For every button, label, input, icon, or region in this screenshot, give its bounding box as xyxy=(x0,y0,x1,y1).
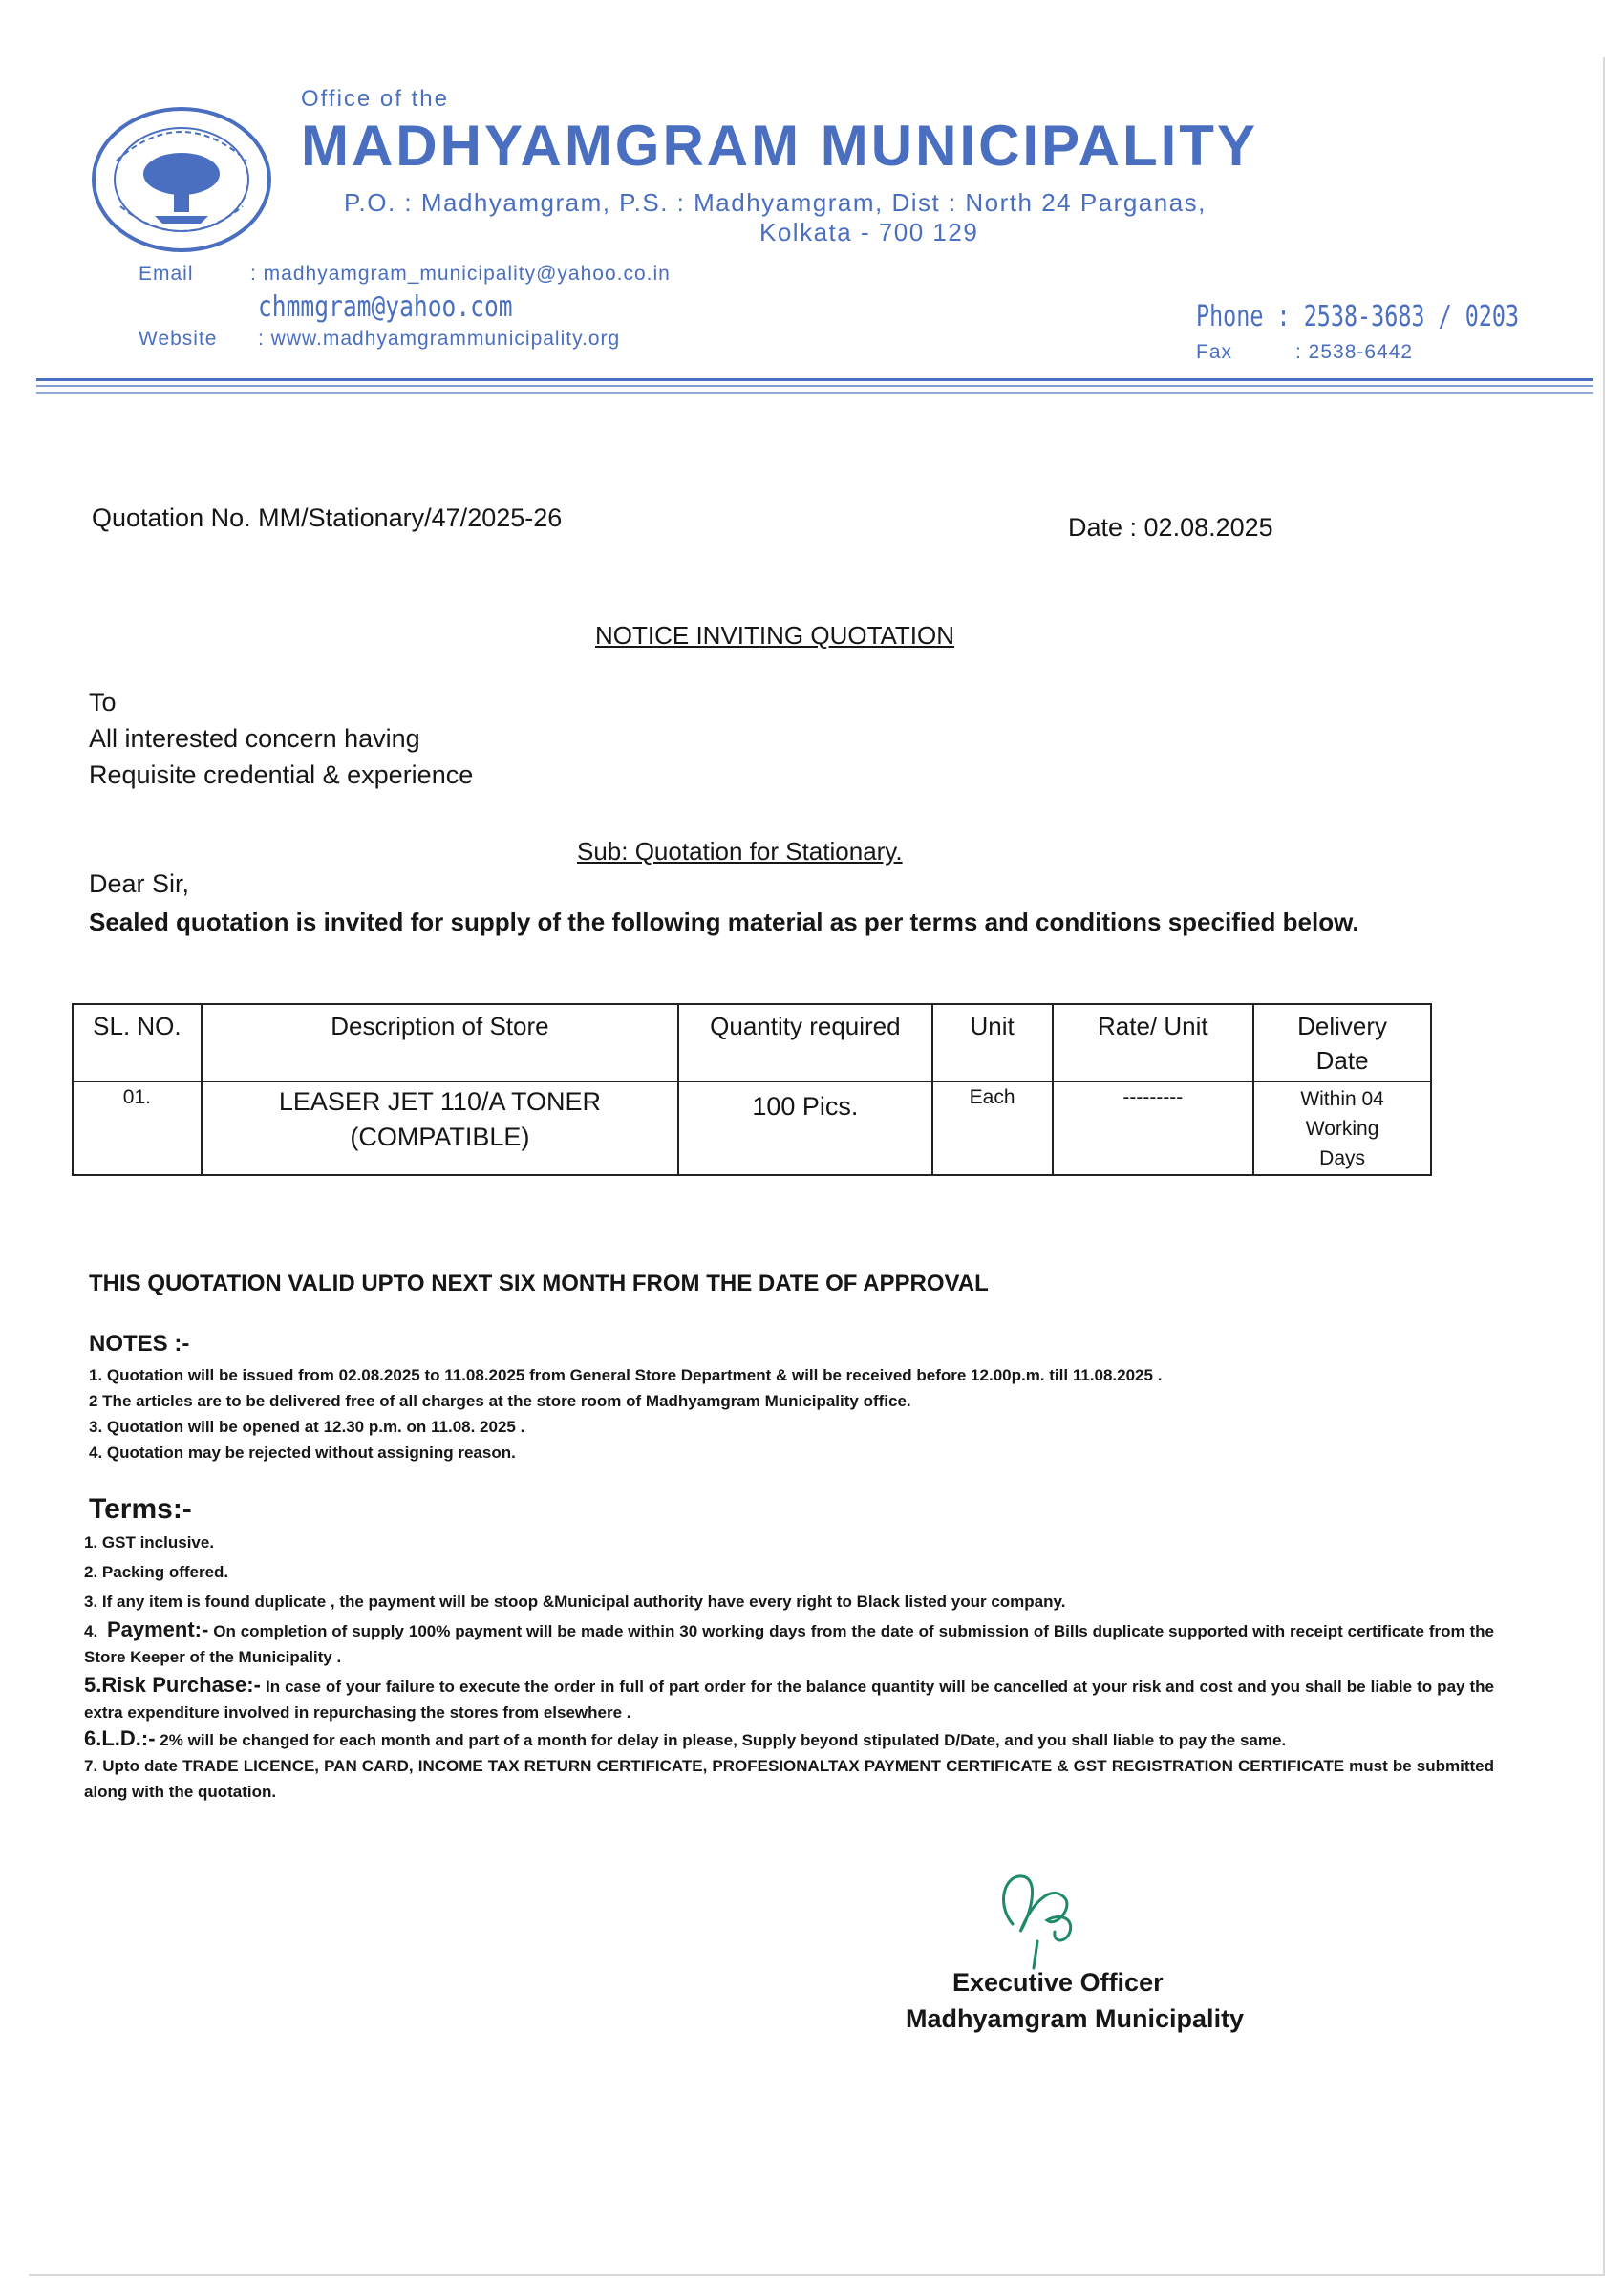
term-5-key: 5.Risk Purchase:- xyxy=(84,1673,261,1697)
cell-rate: --------- xyxy=(1053,1081,1254,1175)
signatory-title: Executive Officer xyxy=(952,1968,1164,1997)
cell-description-line2: (COMPATIBLE) xyxy=(350,1123,530,1151)
fax-value: : 2538-6442 xyxy=(1295,341,1414,363)
header-delivery-line2: Date xyxy=(1315,1046,1369,1075)
header-rate: Rate/ Unit xyxy=(1053,1004,1254,1081)
notice-title: NOTICE INVITING QUOTATION xyxy=(595,621,955,650)
term-5-text: In case of your failure to execute the order in full of part order for the balance quantity will be cancelled at your risk and cost and you shall be liable to pay the extra expenditure involved in repurchasing the stores from elsewhere . xyxy=(84,1678,1494,1722)
signatory-organization: Madhyamgram Municipality xyxy=(906,2004,1245,2033)
municipality-seal-icon xyxy=(88,103,275,256)
letterhead-rule-bottom xyxy=(36,392,1593,394)
term-item-3: 3. If any item is found duplicate , the payment will be stoop &Municipal authority have every right to Black listed your company. xyxy=(84,1593,1066,1611)
website-label: Website xyxy=(139,328,218,350)
header-unit: Unit xyxy=(932,1004,1053,1081)
term-item-1: 1. GST inclusive. xyxy=(84,1533,215,1552)
notes-heading: NOTES :- xyxy=(89,1331,190,1357)
cell-quantity: 100 Pics. xyxy=(678,1081,932,1175)
term-item-5 xyxy=(84,1672,1494,1725)
cell-description-line1: LEASER JET 110/A TONER xyxy=(278,1087,602,1116)
cell-delivery xyxy=(1253,1081,1431,1175)
intro-paragraph: Sealed quotation is invited for supply of the following material as per terms and conditions specified below. xyxy=(89,908,1359,936)
addressee-line1: All interested concern having xyxy=(89,724,420,753)
email-secondary: chmmgram@yahoo.com xyxy=(258,290,513,324)
addressee-line2: Requisite credential & experience xyxy=(89,760,474,789)
term-item-4 xyxy=(84,1616,1494,1670)
validity-statement: THIS QUOTATION VALID UPTO NEXT SIX MONTH FROM THE DATE OF APPROVAL xyxy=(89,1271,989,1296)
header-sl-no: SL. NO. xyxy=(73,1004,202,1081)
email-label: Email xyxy=(139,263,194,285)
note-item-4: 4. Quotation may be rejected without assigning reason. xyxy=(89,1444,516,1462)
note-item-3: 3. Quotation will be opened at 12.30 p.m. on 11.08. 2025 . xyxy=(89,1418,525,1436)
term-4-text: On completion of supply 100% payment will be made within 30 working days from the date of submission of Bills duplicate supported with receipt certificate from the Store Keeper of the Municipality . xyxy=(84,1622,1494,1666)
term-4-key: Payment:- xyxy=(106,1617,209,1641)
header-description: Description of Store xyxy=(202,1004,678,1081)
cell-description xyxy=(202,1081,678,1175)
fax-label: Fax xyxy=(1196,341,1233,363)
cell-delivery-line1: Within 04 xyxy=(1300,1088,1384,1110)
term-6-key: 6.L.D.:- xyxy=(84,1726,156,1750)
term-6-text: 2% will be changed for each month and part of a month for delay in please, Supply beyond stipulated D/Date, and you shall liable to pay the same. xyxy=(160,1731,1287,1749)
letterhead-rule-top xyxy=(36,378,1593,381)
letterhead-address-line2: Kolkata - 700 129 xyxy=(759,218,979,246)
phone-number: Phone : 2538-3683 / 0203 xyxy=(1196,300,1520,333)
header-delivery-line1: Delivery xyxy=(1297,1012,1388,1040)
table-row xyxy=(73,1081,1431,1175)
letterhead-municipality-name: MADHYAMGRAM MUNICIPALITY xyxy=(301,114,1258,178)
executive-officer-signature xyxy=(994,1865,1108,1970)
quotation-number: Quotation No. MM/Stationary/47/2025-26 xyxy=(92,503,563,532)
header-delivery xyxy=(1253,1004,1431,1081)
note-item-2: 2 The articles are to be delivered free of all charges at the store room of Madhyamgram Municipality office. xyxy=(89,1392,911,1410)
term-4-number: 4. xyxy=(84,1622,98,1640)
letterhead-office-of: Office of the xyxy=(301,86,449,112)
scan-edge-bottom xyxy=(29,2274,1605,2276)
scan-edge-right xyxy=(1603,57,1605,2274)
letterhead-rule-middle xyxy=(36,385,1593,387)
quotation-date: Date : 02.08.2025 xyxy=(1068,513,1273,542)
note-item-1: 1. Quotation will be issued from 02.08.2025 to 11.08.2025 from General Store Department & will be received before 12.00p.m. till 11.08.2025 . xyxy=(89,1366,1163,1384)
website-value: : www.madhyamgrammunicipality.org xyxy=(258,328,621,350)
terms-heading: Terms:- xyxy=(89,1493,192,1525)
term-item-2: 2. Packing offered. xyxy=(84,1563,229,1581)
cell-delivery-line3: Days xyxy=(1319,1147,1366,1169)
term-item-6 xyxy=(84,1725,1494,1753)
email-primary: : madhyamgram_municipality@yahoo.co.in xyxy=(250,263,671,285)
term-item-7: 7. Upto date TRADE LICENCE, PAN CARD, INCOME TAX RETURN CERTIFICATE, PROFESIONALTAX PAYMENT CERTIFICATE & GST REGISTRATION CERTIFICATE must be submitted along with the quotation. xyxy=(84,1757,1494,1801)
addressee-to: To xyxy=(89,688,117,717)
cell-sl-no: 01. xyxy=(73,1081,202,1175)
salutation: Dear Sir, xyxy=(89,869,190,898)
header-quantity: Quantity required xyxy=(678,1004,932,1081)
table-header-row xyxy=(73,1004,1431,1081)
letterhead-address-line1: P.O. : Madhyamgram, P.S. : Madhyamgram, Dist : North 24 Parganas, xyxy=(344,188,1207,217)
cell-delivery-line2: Working xyxy=(1305,1118,1379,1140)
subject-line: Sub: Quotation for Stationary. xyxy=(577,837,903,866)
quotation-table xyxy=(72,1003,1432,1176)
cell-unit: Each xyxy=(932,1081,1053,1175)
